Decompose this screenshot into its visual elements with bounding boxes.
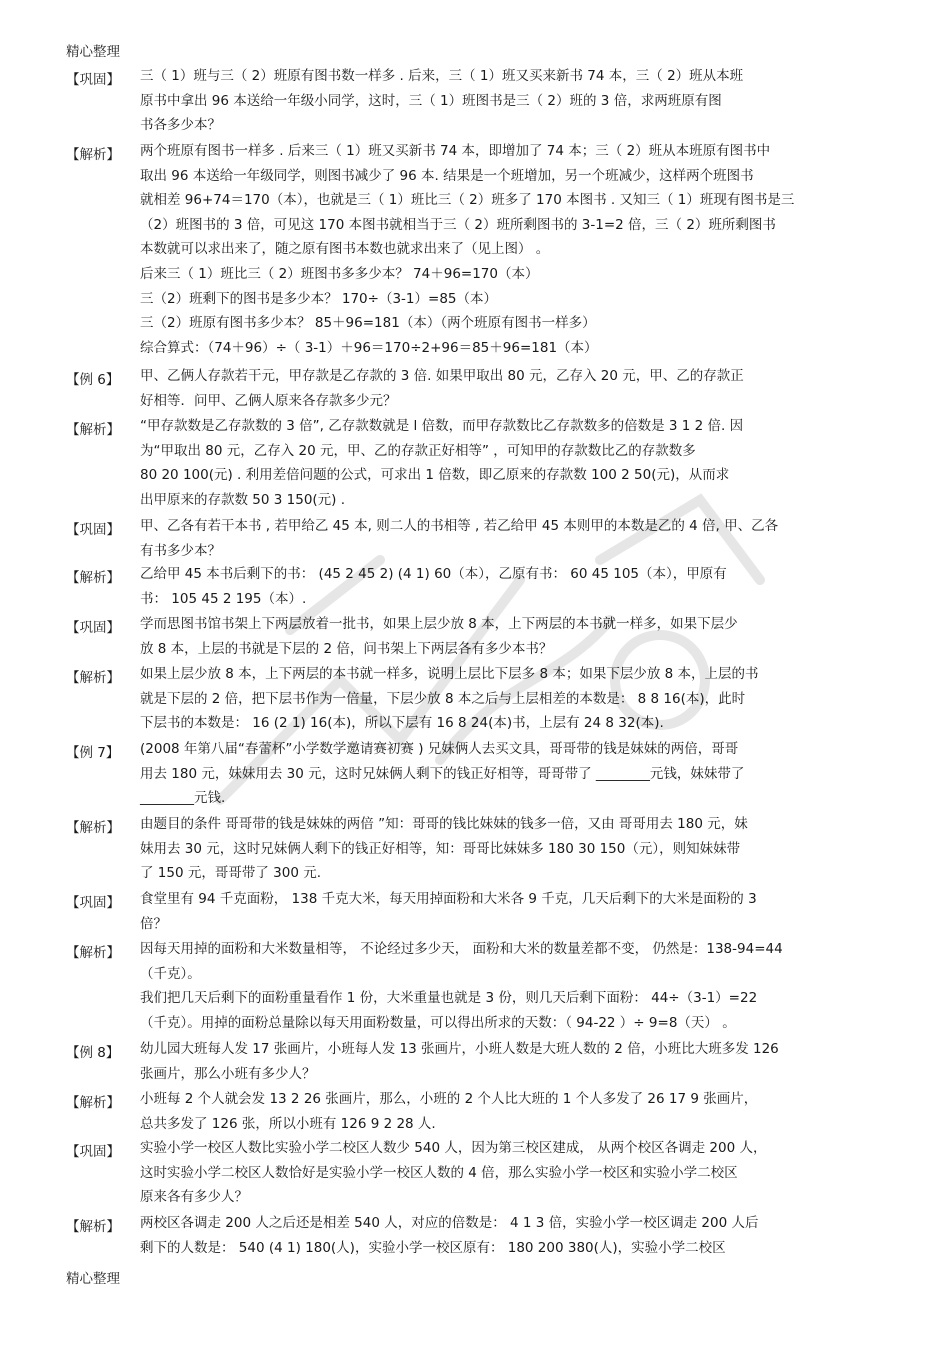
entry-line: 了 150 元，哥哥带了 300 元. [140, 865, 321, 882]
entry-line: 乙给甲 45 本书后剩下的书： (45 2 45 2) (4 1) 60（本），乙原有书： 60 45 105（本），甲原有 [140, 566, 727, 582]
entry-line: 本数就可以求出来了，随之原有图书本数也就求出来了（见上图） 。 [140, 241, 550, 258]
entry-line: 甲、乙各有若干本书 , 若甲给乙 45 本, 则二人的书相等 , 若乙给甲 45 本则甲的本数是乙的 4 倍, 甲、乙各 [140, 518, 779, 534]
entry-line: 书： 105 45 2 195（本）. [140, 590, 307, 607]
entry-tag: 【例 8】 [66, 1045, 120, 1061]
entry-tag: 【巩固】 [66, 72, 120, 88]
entry-tag: 【巩固】 [66, 895, 120, 911]
entry-tag: 【解析】 [66, 422, 120, 438]
entry-line: 由题目的条件 哥哥带的钱是妹妹的两倍 ”知：哥哥的钱比妹妹的钱多一倍，又由 哥哥用去 180 元，妹 [140, 816, 748, 832]
entry-tag: 【解析】 [66, 670, 120, 686]
entry-line: 总共多发了 126 张，所以小班有 126 9 2 28 人. [140, 1115, 436, 1132]
entry-line: 倍？ [140, 915, 167, 932]
entry-line: ________元钱. [140, 790, 226, 807]
entry-line: 原来各有多少人？ [140, 1189, 248, 1206]
entry-line: 就相差 96+74＝170（本），也就是三（ 1）班比三（ 2）班多了 170 本图书 . 又知三（ 1）班现有图书是三 [140, 192, 795, 209]
entry-line: 综合算式：（74＋96）÷（ 3-1）＋96＝170÷2+96＝85＋96=181（本） [140, 339, 598, 356]
entry-line: 两个班原有图书一样多 . 后来三（ 1）班又买新书 74 本，即增加了 74 本；三（ 2）班从本班原有图书中 [140, 143, 771, 159]
entry-tag: 【解析】 [66, 147, 120, 163]
entry-tag: 【例 6】 [66, 372, 120, 388]
entry-line: 三（2）班剩下的图书是多少本？ 170÷（3-1）=85（本） [140, 290, 497, 307]
entry-line: 三（ 1）班与三（ 2）班原有图书数一样多 . 后来，三（ 1）班又买来新书 74 本，三（ 2）班从本班 [140, 68, 744, 84]
entry-line: 80 20 100(元) . 利用差倍问题的公式，可求出 1 倍数，即乙原来的存款数 100 2 50(元)，从而求 [140, 467, 730, 484]
page-header: 精心整理 [66, 44, 120, 60]
entry-line: 为“甲取出 80 元，乙存入 20 元，甲、乙的存款正好相等” ，可知甲的存款数比乙的存款数多 [140, 442, 696, 459]
entry-line: 这时实验小学二校区人数恰好是实验小学一校区人数的 4 倍，那么实验小学一校区和实验小学二校区 [140, 1164, 738, 1181]
entry-tag: 【解析】 [66, 1095, 120, 1111]
entry-tag: 【解析】 [66, 945, 120, 961]
entry-line: 幼儿园大班每人发 17 张画片，小班每人发 13 张画片，小班人数是大班人数的 2 倍，小班比大班多发 126 [140, 1041, 779, 1057]
entry-line: 好相等．问甲、乙俩人原来各存款多少元？ [140, 392, 397, 409]
entry-line: 实验小学一校区人数比实验小学二校区人数少 540 人，因为第三校区建成， 从两个校区各调走 200 人， [140, 1140, 767, 1156]
entry-line: 用去 180 元，妹妹用去 30 元，这时兄妹俩人剩下的钱正好相等，哥哥带了 ________元钱，妹妹带了 [140, 765, 745, 782]
entry-line: 因每天用掉的面粉和大米数量相等， 不论经过多少天， 面粉和大米的数量差都不变， 仍然是：138-94=44 [140, 941, 783, 957]
entry-line: 有书多少本？ [140, 542, 221, 559]
entry-line: 放 8 本，上层的书就是下层的 2 倍，问书架上下两层各有多少本书？ [140, 640, 553, 657]
entry-line: 三（2）班原有图书多少本？ 85＋96=181（本）（两个班原有图书一样多） [140, 315, 596, 332]
entry-line: 张画片，那么小班有多少人？ [140, 1065, 316, 1082]
entry-line: 妹用去 30 元，这时兄妹俩人剩下的钱正好相等，知：哥哥比妹妹多 180 30 150（元），则知妹妹带 [140, 840, 741, 857]
entry-line: 书各多少本？ [140, 117, 221, 134]
entry-line: 下层书的本数是： 16 (2 1) 16(本)，所以下层有 16 8 24(本)书，上层有 24 8 32(本). [140, 715, 664, 732]
entry-tag: 【巩固】 [66, 1144, 120, 1160]
entry-tag: 【巩固】 [66, 522, 120, 538]
page-footer: 精心整理 [66, 1271, 120, 1287]
entry-line: 取出 96 本送给一年级同学，则图书减少了 96 本. 结果是一个班增加，另一个班减少，这样两个班图书 [140, 167, 754, 184]
entry-line: 如果上层少放 8 本，上下两层的本书就一样多，说明上层比下层多 8 本；如果下层少放 8 本，上层的书 [140, 666, 759, 682]
entry-line: 原书中拿出 96 本送给一年级小同学，这时，三（ 1）班图书是三（ 2）班的 3 倍，求两班原有图 [140, 92, 722, 109]
entry-line: （千克）。 [140, 965, 201, 982]
entry-tag: 【例 7】 [66, 745, 120, 761]
entry-line: 出甲原来的存款数 50 3 150(元) . [140, 491, 346, 508]
entry-line: 我们把几天后剩下的面粉重量看作 1 份，大米重量也就是 3 份，则几天后剩下面粉： 44÷（3-1）=22 [140, 990, 758, 1007]
entry-line: 食堂里有 94 千克面粉， 138 千克大米，每天用掉面粉和大米各 9 千克，几天后剩下的大米是面粉的 3 [140, 891, 757, 907]
entry-line: 就是下层的 2 倍，把下层书作为一倍量，下层少放 8 本之后与上层相差的本数是： 8 8 16(本)，此时 [140, 690, 746, 707]
entry-line: 两校区各调走 200 人之后还是相差 540 人，对应的倍数是： 4 1 3 倍，实验小学一校区调走 200 人后 [140, 1215, 759, 1231]
entry-tag: 【解析】 [66, 570, 120, 586]
entry-line: 剩下的人数是： 540 (4 1) 180(人)，实验小学一校区原有： 180 200 380(人)，实验小学二校区 [140, 1239, 726, 1256]
entry-line: “甲存款数是乙存款数的 3 倍”, 乙存款数就是 l 倍数，而甲存款数比乙存款数多的倍数是 3 1 2 倍. 因 [140, 418, 744, 434]
entry-line: 甲、乙俩人存款若干元，甲存款是乙存款的 3 倍. 如果甲取出 80 元，乙存入 20 元，甲、乙的存款正 [140, 368, 744, 384]
entry-tag: 【解析】 [66, 820, 120, 836]
entry-line: 学而思图书馆书架上下两层放着一批书，如果上层少放 8 本，上下两层的本书就一样多，如果下层少 [140, 616, 738, 632]
entry-tag: 【巩固】 [66, 620, 120, 636]
entry-tag: 【解析】 [66, 1219, 120, 1235]
entry-line: 小班每 2 个人就会发 13 2 26 张画片，那么，小班的 2 个人比大班的 1 个人多发了 26 17 9 张画片， [140, 1091, 758, 1107]
entry-line: 后来三（ 1）班比三（ 2）班图书多多少本？ 74＋96=170（本） [140, 266, 539, 282]
entry-line: (2008 年第八届“春蕾杯”小学数学邀请赛初赛 ) 兄妹俩人去买文具，哥哥带的钱是妹妹的两倍，哥哥 [140, 741, 739, 757]
entry-line: （千克）。用掉的面粉总量除以每天用面粉数量，可以得出所求的天数：（ 94-22 ）÷ 9=8（天） 。 [140, 1014, 736, 1031]
entry-line: （2）班图书的 3 倍，可见这 170 本图书就相当于三（ 2）班所剩图书的 3-1=2 倍，三（ 2）班所剩图书 [140, 216, 776, 233]
